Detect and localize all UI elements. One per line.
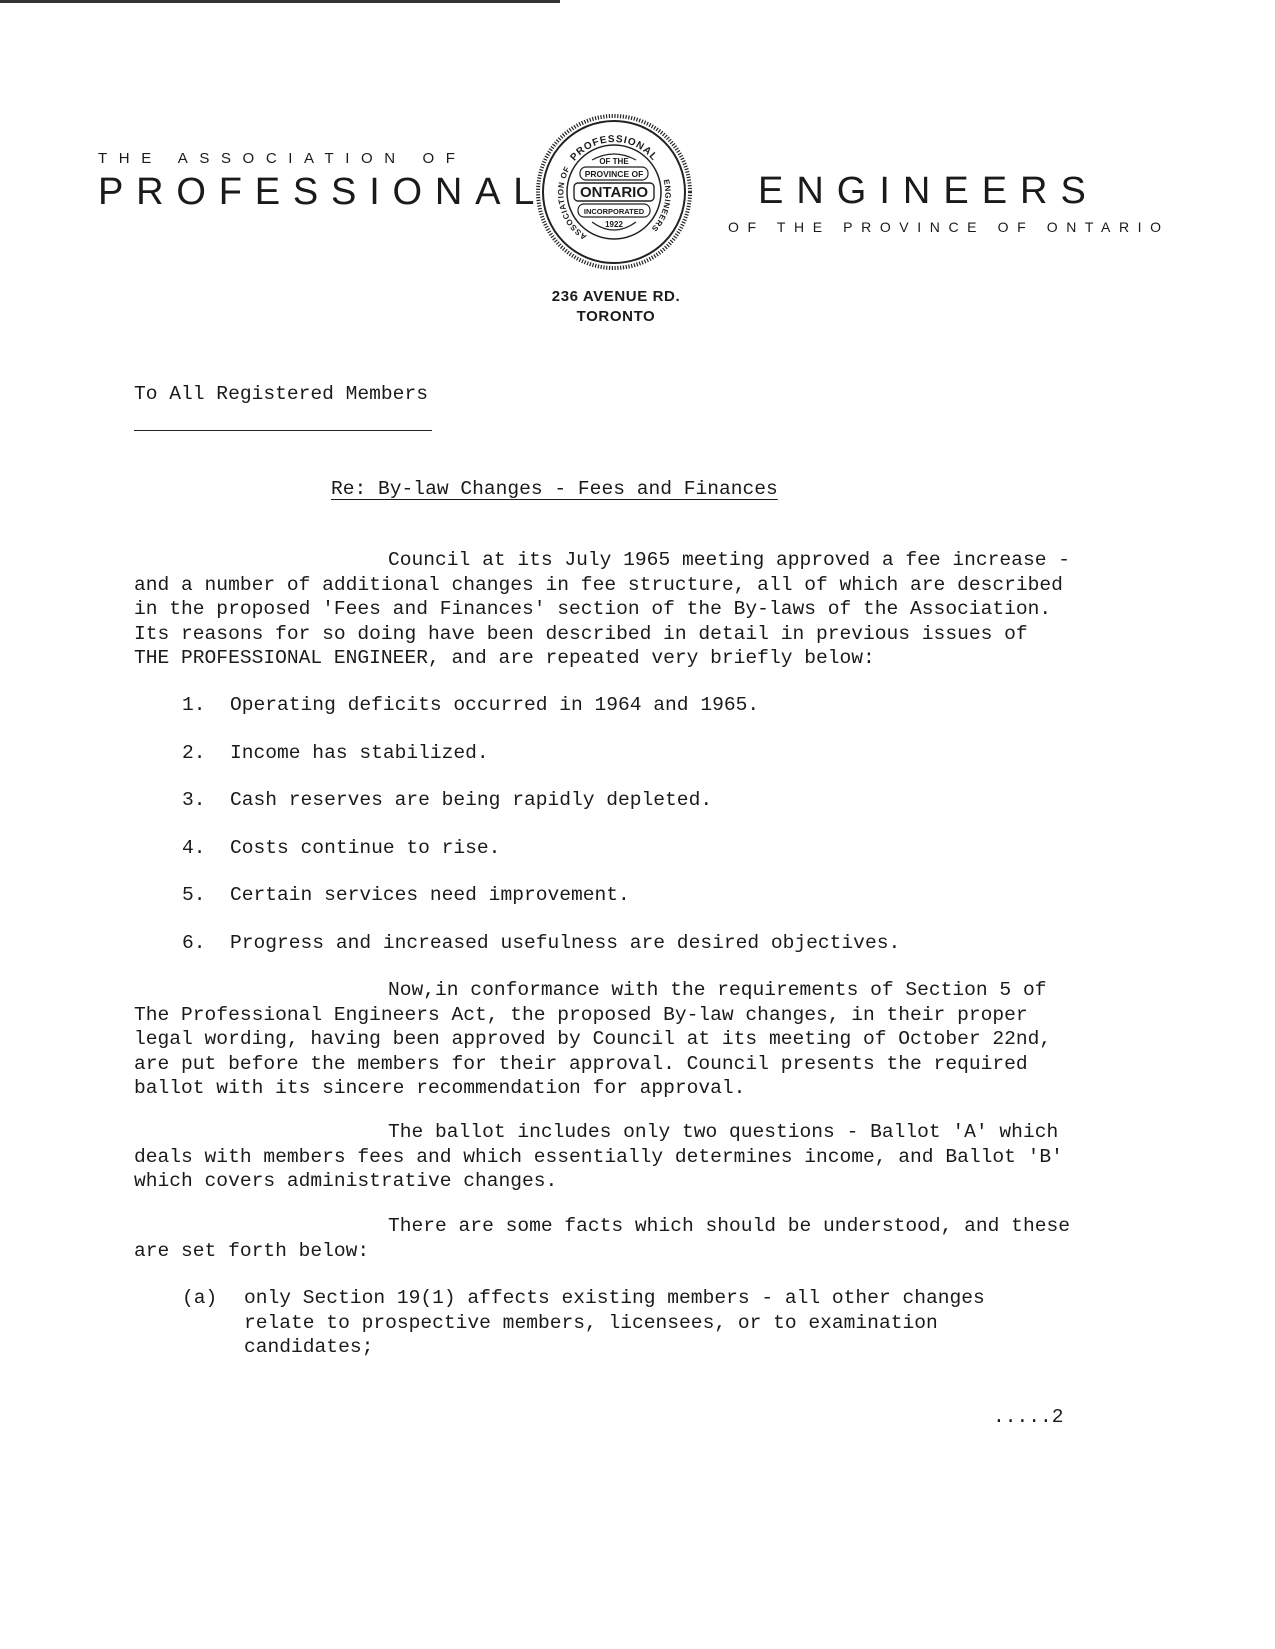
paragraph-2-line: Now,in conformance with the requirements of Section 5 of [388, 979, 1047, 1001]
seal-arc-left: ASSOCIATION OF [556, 164, 589, 242]
fact-a-line: candidates; [244, 1336, 374, 1358]
paragraph-1-line: and a number of additional changes in fee structure, all of which are described [134, 573, 1063, 596]
seal-line-1: OF THE [599, 157, 629, 166]
list-item-text: Operating deficits occurred in 1964 and 1965. [230, 694, 760, 716]
paragraph-2-line: legal wording, having been approved by Council at its meeting of October 22nd, [134, 1028, 1052, 1050]
paragraph-1-line: in the proposed 'Fees and Finances' section of the By-laws of the Association. [134, 598, 1052, 620]
letterhead-association-of: THE ASSOCIATION OF [98, 150, 467, 167]
paragraph-4-line: are set forth below: [134, 1239, 370, 1262]
association-seal-icon [534, 112, 694, 272]
list-item-text: Certain services need improvement. [230, 884, 630, 906]
list-item [182, 694, 759, 716]
fact-a-label: (a) [182, 1287, 218, 1309]
fact-a-line: only Section 19(1) affects existing members - all other changes [244, 1287, 985, 1309]
list-item [182, 837, 500, 859]
list-item [182, 932, 900, 954]
paragraph-2-line: ballot with its sincere recommendation for approval. [134, 1077, 746, 1099]
paragraph-3-line: which covers administrative changes. [134, 1170, 558, 1192]
paragraph-2-line: The Professional Engineers Act, the proposed By-law changes, in their proper [134, 1003, 1028, 1026]
seal-line-3: ONTARIO [579, 184, 649, 201]
list-item-number: 1. [182, 694, 206, 716]
letterhead-engineers: ENGINEERS [758, 170, 1099, 212]
paragraph-3 [134, 1120, 1063, 1194]
list-item [182, 742, 489, 764]
list-item-text: Cash reserves are being rapidly depleted. [230, 789, 713, 811]
list-item-number: 3. [182, 789, 206, 811]
seal-arc-top: PROFESSIONAL [568, 133, 660, 164]
top-edge-rule [0, 0, 560, 3]
paragraph-3-line: deals with members fees and which essentially determines income, and Ballot 'B' [134, 1145, 1063, 1168]
svg-text:ASSOCIATION OF [556, 165, 588, 242]
subject-line [331, 478, 778, 500]
page-continuation: .....2 [993, 1406, 1064, 1428]
paragraph-3-line: The ballot includes only two questions - Ballot 'A' which [388, 1121, 1059, 1143]
list-item-text: Progress and increased usefulness are desired objectives. [230, 931, 901, 954]
fact-a-line: relate to prospective members, licensees, or to examination [244, 1311, 938, 1334]
fact-a-text [244, 1286, 985, 1360]
list-item-number: 6. [182, 931, 206, 954]
paragraph-1-line: THE PROFESSIONAL ENGINEER, and are repeated very briefly below: [134, 647, 875, 669]
seal-line-5: 1922 [605, 220, 623, 229]
list-item-number: 5. [182, 884, 206, 906]
salutation: To All Registered Members [134, 383, 428, 405]
paragraph-4 [134, 1214, 1070, 1263]
address-street: 236 AVENUE RD. [551, 288, 681, 305]
list-item-number: 2. [182, 741, 206, 764]
list-item [182, 789, 712, 811]
subject-text: Re: By-law Changes - Fees and Finances [331, 478, 778, 500]
paragraph-1 [134, 548, 1070, 671]
address-city: TORONTO [576, 308, 656, 325]
letterhead-province: OF THE PROVINCE OF ONTARIO [728, 219, 1170, 235]
letterhead-right [728, 170, 1170, 235]
letterhead-left [98, 150, 547, 214]
letterhead-professional: PROFESSIONAL [98, 171, 548, 213]
seal-line-4: INCORPORATED [583, 207, 645, 216]
list-item [182, 884, 630, 906]
paragraph-1-line: Council at its July 1965 meeting approved a fee increase - [388, 549, 1070, 571]
paragraph-1-line: Its reasons for so doing have been described in detail in previous issues of [134, 622, 1028, 645]
list-item-number: 4. [182, 836, 206, 859]
list-item-text: Costs continue to rise. [230, 836, 501, 859]
paragraph-2-line: are put before the members for their approval. Council presents the required [134, 1052, 1028, 1075]
paragraph-4-line: There are some facts which should be understood, and these [388, 1215, 1070, 1237]
seal-line-2: PROVINCE OF [584, 169, 644, 179]
list-item-text: Income has stabilized. [230, 741, 489, 764]
letterhead-address [520, 287, 712, 327]
paragraph-2 [134, 978, 1051, 1101]
seal-arc-right: ENGINEERS [649, 178, 673, 234]
salutation-underline [134, 430, 432, 431]
